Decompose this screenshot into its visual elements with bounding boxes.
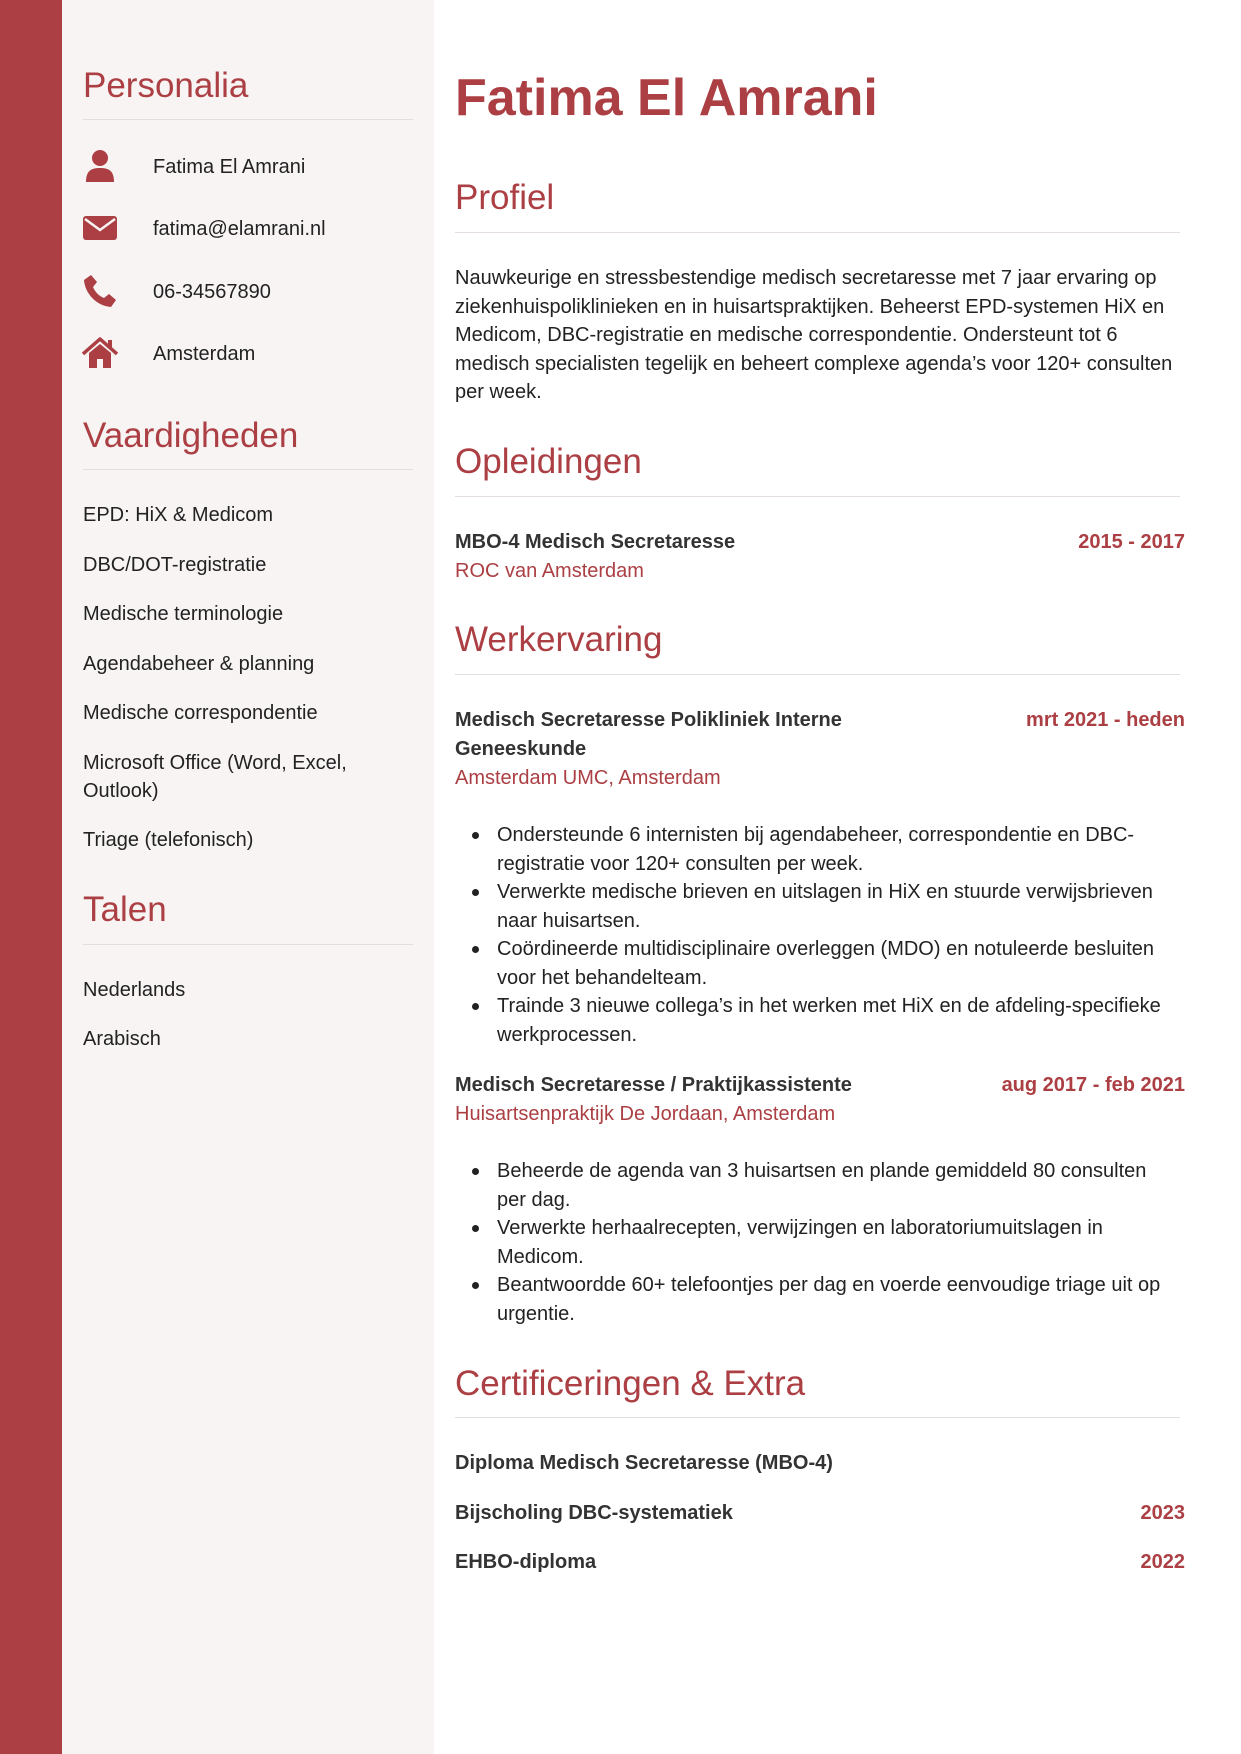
language-item: Arabisch	[83, 1028, 161, 1050]
languages-divider	[83, 944, 413, 945]
personalia-heading: Personalia	[83, 66, 249, 105]
skills-heading: Vaardigheden	[83, 416, 299, 455]
job-title: Medisch Secretaresse Polikliniek Interne Geneeskunde	[455, 709, 842, 760]
certification-title: Diploma Medisch Secretaresse (MBO-4)	[455, 1452, 833, 1474]
job-bullets	[455, 1157, 1180, 1328]
bullet-item: Beantwoordde 60+ telefoontjes per dag en voerde eenvoudige triage uit op urgentie.	[455, 1271, 1180, 1328]
profile-divider	[455, 232, 1180, 233]
skill-item: Microsoft Office (Word, Excel, Outlook)	[83, 752, 347, 802]
skill-item: DBC/DOT-registratie	[83, 554, 267, 576]
certifications-heading: Certificeringen & Extra	[455, 1364, 806, 1403]
education-divider	[455, 496, 1180, 497]
bullet-item: Verwerkte medische brieven en uitslagen in HiX en stuurde verwijsbrieven naar huisartsen.	[455, 878, 1180, 935]
contact-city	[82, 333, 412, 373]
bullet-item: Coördineerde multidisciplinaire overleggen (MDO) en notuleerde besluiten voor het behandelteam.	[455, 935, 1180, 992]
contact-email	[82, 208, 412, 248]
job-employer: Amsterdam UMC, Amsterdam	[455, 767, 721, 789]
bullet-item: Ondersteunde 6 internisten bij agendabeheer, correspondentie en DBC-registratie voor 120+ consulten per week.	[455, 821, 1180, 878]
languages-heading: Talen	[83, 890, 167, 929]
phone-icon	[82, 273, 118, 309]
bullet-item: Verwerkte herhaalrecepten, verwijzingen en laboratoriumuitslagen in Medicom.	[455, 1214, 1180, 1271]
experience-heading: Werkervaring	[455, 620, 663, 659]
certification-year: 2022	[1140, 1551, 1185, 1573]
profile-text: Nauwkeurige en stressbestendige medisch secretaresse met 7 jaar ervaring op ziekenhuispoliklinieken en in huisartspraktijken. Beheerst EPD-systemen HiX en Medicom, DBC-registratie en medische correspondentie. Ondersteunt tot 6 medisch specialisten tegelijk en beheert complexe agenda’s voor 120+ consulten per week.	[455, 267, 1173, 403]
skill-item: Medische correspondentie	[83, 702, 318, 724]
bullet-item: Beheerde de agenda van 3 huisartsen en plande gemiddeld 80 consulten per dag.	[455, 1157, 1180, 1214]
skill-item: Agendabeheer & planning	[83, 653, 315, 675]
sidebar	[62, 0, 434, 1754]
skill-item: EPD: HiX & Medicom	[83, 504, 274, 526]
home-icon	[82, 335, 118, 371]
accent-stripe	[0, 0, 62, 1754]
certification-title: Bijscholing DBC-systematiek	[455, 1502, 733, 1524]
user-icon	[82, 148, 118, 184]
personalia-divider	[83, 119, 413, 120]
skill-item: Triage (telefonisch)	[83, 829, 254, 851]
education-period: 2015 - 2017	[1078, 531, 1185, 553]
job-bullets	[455, 821, 1180, 1049]
education-institution: ROC van Amsterdam	[455, 560, 644, 582]
certification-year: 2023	[1140, 1502, 1185, 1524]
job-period: mrt 2021 - heden	[1026, 709, 1185, 731]
language-item: Nederlands	[83, 979, 186, 1001]
bullet-item: Trainde 3 nieuwe collega’s in het werken met HiX en de afdeling-specifieke werkprocessen.	[455, 992, 1180, 1049]
skills-divider	[83, 469, 413, 470]
main-content	[434, 0, 1241, 1754]
certifications-divider	[455, 1417, 1180, 1418]
profile-heading: Profiel	[455, 178, 555, 217]
education-title: MBO-4 Medisch Secretaresse	[455, 531, 736, 553]
contact-city-text: Amsterdam	[153, 343, 256, 365]
skill-item: Medische terminologie	[83, 603, 284, 625]
job-employer: Huisartsenpraktijk De Jordaan, Amsterdam	[455, 1103, 836, 1125]
candidate-name: Fatima El Amrani	[455, 69, 878, 127]
contact-phone	[82, 271, 412, 311]
contact-email-text: fatima@elamrani.nl	[153, 218, 326, 240]
certification-title: EHBO-diploma	[455, 1551, 597, 1573]
education-heading: Opleidingen	[455, 442, 642, 481]
experience-divider	[455, 674, 1180, 675]
contact-phone-text: 06-34567890	[153, 281, 271, 303]
job-period: aug 2017 - feb 2021	[1001, 1074, 1185, 1096]
envelope-icon	[82, 210, 118, 246]
contact-name-text: Fatima El Amrani	[153, 156, 306, 178]
job-title: Medisch Secretaresse / Praktijkassistente	[455, 1074, 852, 1096]
contact-name	[82, 146, 412, 186]
